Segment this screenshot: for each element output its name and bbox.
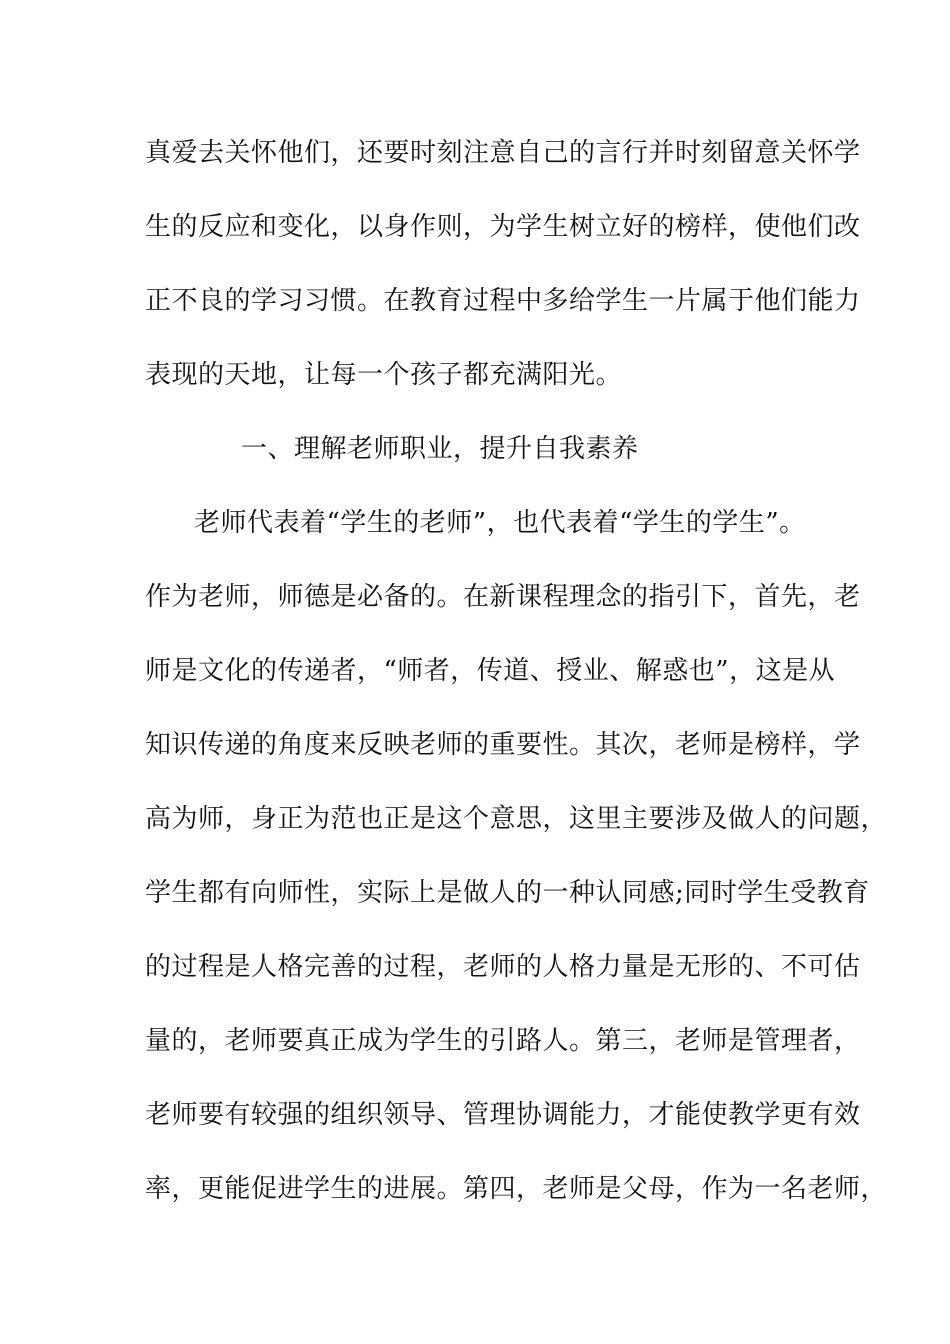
text-line: 学生都有向师性，实际上是做人的一种认同感;同时学生受教育 bbox=[145, 878, 870, 908]
text-line: 正不良的学习习惯。在教育过程中多给学生一片属于他们能力 bbox=[145, 286, 861, 316]
document-body bbox=[145, 127, 888, 1237]
text-line: 表现的天地，让每一个孩子都充满阳光。 bbox=[145, 360, 623, 390]
text-line: 老师代表着“学生的老师”，也代表着“学生的学生”。 bbox=[194, 508, 806, 538]
text-line: 师是文化的传递者，“师者，传道、授业、解惑也”，这是从 bbox=[145, 656, 836, 686]
text-line: 老师要有较强的组织领导、管理协调能力，才能使教学更有效 bbox=[145, 1100, 861, 1130]
text-line: 高为师，身正为范也正是这个意思，这里主要涉及做人的问题， bbox=[145, 804, 888, 834]
text-line: 作为老师，师德是必备的。在新课程理念的指引下，首先，老 bbox=[145, 582, 861, 612]
section-heading: 一、理解老师职业，提升自我素养 bbox=[241, 434, 639, 464]
text-line: 率，更能促进学生的进展。第四，老师是父母，作为一名老师， bbox=[145, 1174, 888, 1204]
text-line: 真爱去关怀他们，还要时刻注意自己的言行并时刻留意关怀学 bbox=[145, 138, 861, 168]
text-line: 的过程是人格完善的过程，老师的人格力量是无形的、不可估 bbox=[145, 952, 861, 982]
text-line: 知识传递的角度来反映老师的重要性。其次，老师是榜样，学 bbox=[145, 730, 861, 760]
text-line: 量的，老师要真正成为学生的引路人。第三，老师是管理者， bbox=[145, 1026, 861, 1056]
text-line: 生的反应和变化，以身作则，为学生树立好的榜样，使他们改 bbox=[145, 212, 861, 242]
